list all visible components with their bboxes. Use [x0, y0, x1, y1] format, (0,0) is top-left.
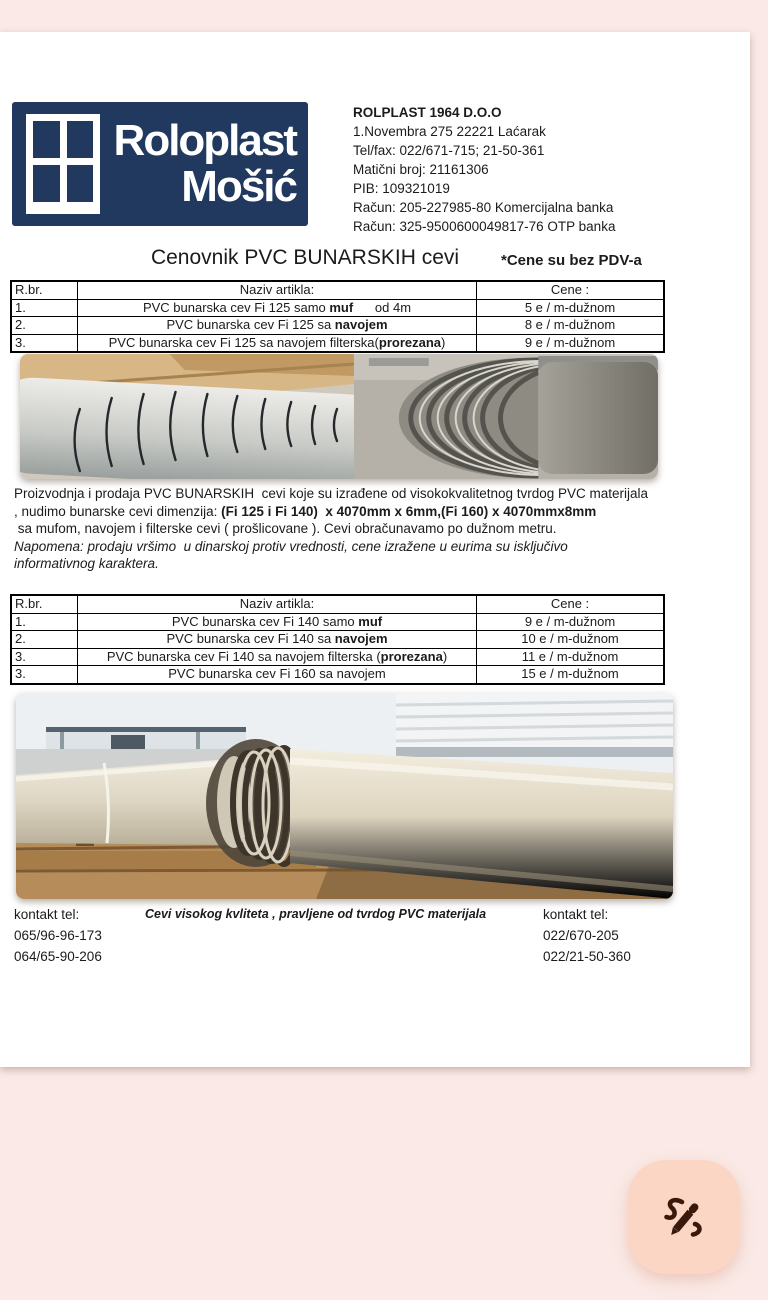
row-name [78, 649, 477, 666]
company-racun-1: Račun: 205-227985-80 Komercijalna banka [353, 200, 614, 215]
row-name [78, 614, 477, 631]
document-page [0, 32, 750, 1067]
table-row [12, 300, 663, 318]
company-info [353, 103, 615, 236]
name-pre: PVC bunarska cev Fi 125 samo [142, 299, 330, 315]
row-num: 2. [12, 631, 78, 648]
photo-slotted-pipes [20, 354, 658, 479]
row-num: 3. [12, 649, 78, 666]
row-num: 1. [12, 614, 78, 631]
row-name [78, 300, 477, 317]
description-line: Proizvodnja i prodaja PVC BUNARSKIH cevi koje su izrađene od visokokvalitetnog tvrdog PVC materijala [14, 486, 649, 501]
name-bold: muf [358, 613, 383, 629]
row-name [78, 631, 477, 648]
logo-line2: Mošić [181, 162, 296, 211]
company-logo [12, 102, 308, 226]
table-row [12, 649, 663, 667]
description-line [14, 503, 730, 521]
company-racun-2: Račun: 325-9500600049817-76 OTP banka [353, 219, 616, 234]
row-name [78, 335, 477, 352]
header-cene: Cene : [550, 282, 590, 297]
price-table-fi140-160 [10, 594, 665, 685]
contact-block-left [14, 904, 102, 967]
header-rbr: R.br. [12, 282, 78, 299]
name-pre: PVC bunarska cev Fi 125 sa navojem filterska( [108, 334, 379, 350]
table-row [12, 631, 663, 649]
row-num: 2. [12, 317, 78, 334]
name-post: ) [442, 648, 448, 664]
table-header-row [12, 282, 663, 300]
contact-phone: 064/65-90-206 [14, 949, 102, 964]
contact-phone: 022/21-50-360 [543, 949, 631, 964]
header-naziv: Naziv artikla: [78, 596, 477, 613]
row-price: 9 e / m-dužnom [524, 334, 616, 350]
contact-phone: 022/670-205 [543, 928, 619, 943]
name-pre: PVC bunarska cev Fi 160 sa navojem [168, 666, 386, 681]
dimension-bold: (Fi 125 i Fi 140) x 4070mm x 6mm,(Fi 160) x 4070mmx8mm [221, 503, 597, 519]
name-bold: navojem [334, 631, 388, 646]
row-price: 15 e / m-dužnom [521, 666, 619, 681]
company-maticni-broj: Matični broj: 21161306 [353, 162, 489, 177]
table-row [12, 614, 663, 632]
row-price: 11 e / m-dužnom [521, 648, 619, 664]
name-bold: prorezana [380, 648, 443, 664]
contact-label: kontakt tel: [543, 907, 609, 922]
edit-annotate-fab[interactable] [628, 1160, 740, 1274]
sign-scribble-icon [660, 1193, 708, 1241]
napomena-line: informativnog karaktera. [14, 556, 159, 572]
row-price: 9 e / m-dužnom [524, 613, 616, 629]
company-telfax: Tel/fax: 022/671-715; 21-50-361 [353, 143, 545, 158]
company-address: 1.Novembra 275 22221 Laćarak [353, 124, 546, 139]
name-post: od 4m [353, 299, 412, 315]
page-title: Cenovnik PVC BUNARSKIH cevi [150, 246, 460, 269]
dimension-text: , nudimo bunarske cevi dimenzija: [14, 503, 222, 519]
quality-note: Cevi visokog kvliteta , pravljene od tvrdog PVC materijala [145, 907, 487, 921]
table-row [12, 666, 663, 683]
price-table-fi125 [10, 280, 665, 353]
logo-line1: Roloplast [113, 116, 296, 165]
table-header-row [12, 596, 663, 614]
description-line: sa mufom, navojem i filterske cevi ( prošlicovane ). Cevi obračunavamo po dužnom metru. [14, 521, 557, 537]
logo-text [100, 118, 308, 210]
name-pre: PVC bunarska cev Fi 140 sa navojem filterska ( [106, 648, 381, 664]
header-rbr: R.br. [12, 596, 78, 613]
table-row [12, 317, 663, 335]
contact-block-right [543, 904, 631, 967]
row-price: 5 e / m-dužnom [524, 299, 616, 315]
company-name: ROLPLAST 1964 D.O.O [353, 105, 502, 120]
header-cene: Cene : [550, 596, 590, 611]
description-paragraph [14, 485, 730, 573]
name-bold: prorezana [378, 334, 442, 350]
name-bold: muf [329, 299, 354, 315]
photo-large-pipe [16, 693, 673, 899]
header-naziv: Naziv artikla: [78, 282, 477, 299]
window-logo-icon [26, 114, 100, 214]
row-price: 10 e / m-dužnom [521, 631, 619, 646]
vat-note: *Cene su bez PDV-a [501, 252, 642, 269]
table-row [12, 335, 663, 352]
row-num: 1. [12, 300, 78, 317]
row-name [78, 317, 477, 334]
name-pre: PVC bunarska cev Fi 140 samo [171, 613, 359, 629]
contact-label: kontakt tel: [14, 907, 80, 922]
row-price: 8 e / m-dužnom [524, 317, 616, 332]
name-bold: navojem [334, 317, 388, 332]
row-num: 3. [12, 335, 78, 352]
name-post: ) [441, 334, 446, 350]
row-num: 3. [12, 666, 78, 683]
company-pib: PIB: 109321019 [353, 181, 450, 196]
name-pre: PVC bunarska cev Fi 125 sa [166, 317, 335, 332]
name-pre: PVC bunarska cev Fi 140 sa [166, 631, 335, 646]
contact-phone: 065/96-96-173 [14, 928, 102, 943]
row-name [78, 666, 477, 683]
napomena-line: Napomena: prodaju vršimo u dinarskoj protiv vrednosti, cene izražene u eurima su isključivo [14, 538, 568, 554]
